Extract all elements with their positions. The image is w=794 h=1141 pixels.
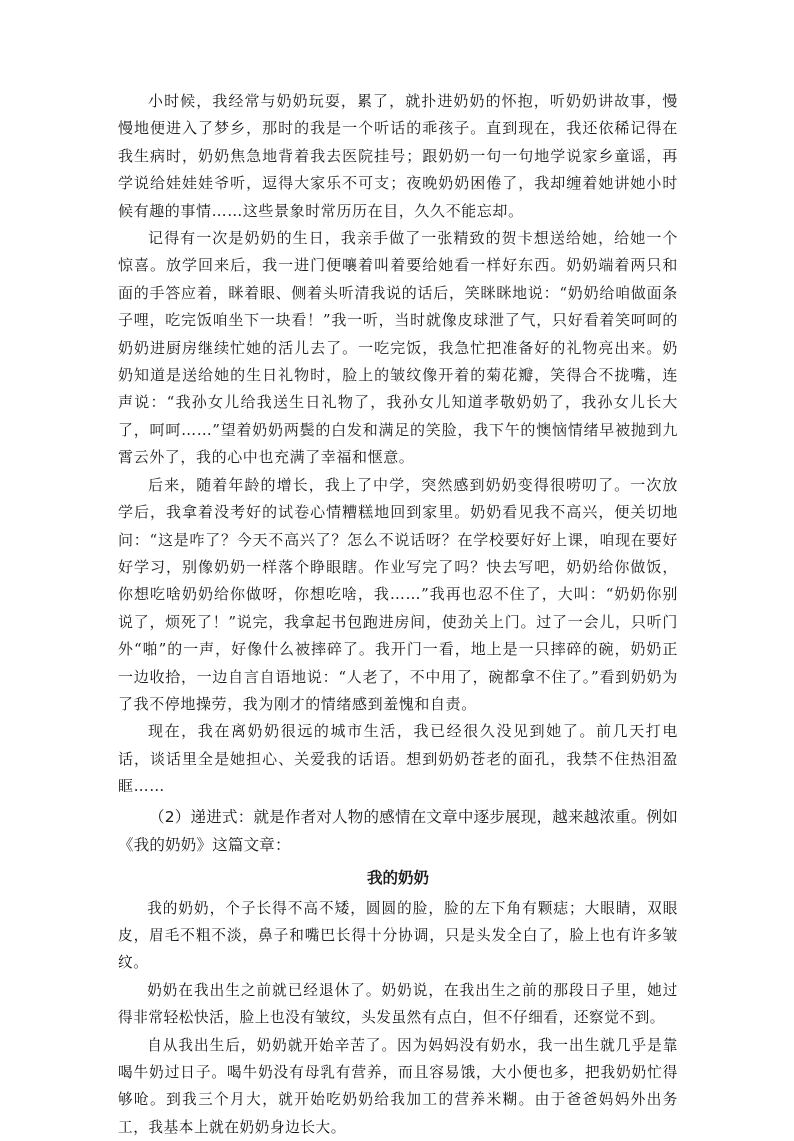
paragraph-childhood: 小时候，我经常与奶奶玩耍，累了，就扑进奶奶的怀抱，听奶奶讲故事，慢慢地便进入了梦乡，那时的我是一个听话的乖孩子。直到现在，我还依稀记得在我生病时，奶奶焦急地背着我去医院挂号；跟奶奶一句一句地学说家乡童谣，再学说给娃娃娃爷听，逗得大家乐不可支；夜晚奶奶困倦了，我却缠着她讲她小时候有趣的事情……这些景象时常历历在目，久久不能忘却。 xyxy=(118,92,678,220)
passage-two xyxy=(118,865,678,1141)
story-title: 我的奶奶 xyxy=(366,867,429,887)
paragraph-retirement: 奶奶在我出生之前就已经退休了。奶奶说，在我出生之前的那段日子里，她过得非常轻松快活，脸上也没有皱纹，头发虽然有点白，但不仔细看，还察觉不到。 xyxy=(118,981,678,1027)
section-note-progressive: （2）递进式：就是作者对人物的感情在文章中逐步展现，越来越浓重。例如《我的奶奶》这篇文章： xyxy=(118,807,678,854)
paragraph-middle-school: 后来，随着年龄的增长，我上了中学，突然感到奶奶变得很唠叨了。一次放学后，我拿着没考好的试卷心情糟糕地回到家里。奶奶看见我不高兴，便关切地问：“这是咋了？今天不高兴了？怎么不说话呀？在学校要好好上课，咱现在要好好学习，别像奶奶一样落个睁眼瞎。作业写完了吗？快去写吧，奶奶给你做饭，你想吃啥奶奶给你做呀，你想吃啥，我……”我再也忍不住了，大叫：“奶奶你别说了，烦死了！”说完，我拿起书包跑进房间，使劲关上门。过了一会儿，只听门外“啪”的一声，好像什么被摔碎了。我开门一看，地上是一只摔碎的碗，奶奶正一边收拾，一边自言自语地说：“人老了，不中用了，碗都拿不住了。”看到奶奶为了我不停地操劳，我为刚才的情绪感到羞愧和自责。 xyxy=(118,475,678,713)
document-page xyxy=(118,88,678,1141)
paragraph-birthday: 记得有一次是奶奶的生日，我亲手做了一张精致的贺卡想送给她，给她一个惊喜。放学回来后，我一进门便嚷着叫着要给她看一样好东西。奶奶端着两只和面的手答应着，眯着眼、侧着头听清我说的话后，笑眯眯地说：“奶奶给咱做面条子哩，吃完饭咱坐下一块看！”我一听，当时就像皮球泄了气，只好看着笑呵呵的奶奶进厨房继续忙她的活儿去了。一吃完饭，我急忙把准备好的礼物亮出来。奶奶知道是送给她的生日礼物时，脸上的皱纹像开着的菊花瓣，笑得合不拢嘴，连声说：“我孙女儿给我送生日礼物了，我孙女儿知道孝敬奶奶了，我孙女儿长大了，呵呵……”望着奶奶两鬓的白发和满足的笑脸，我下午的懊恼情绪早被抛到九霄云外了，我的心中也充满了幸福和惬意。 xyxy=(118,229,678,467)
paragraph-hardship: 自从我出生后，奶奶就开始辛苦了。因为妈妈没有奶水，我一出生就几乎是靠喝牛奶过日子。喝牛奶没有母乳有营养，而且容易饿，大小便也多，把我奶奶忙得够呛。到我三个月大，就开始吃奶奶给我加工的营养米糊。由于爸爸妈妈外出务工，我基本上就在奶奶身边长大。 xyxy=(118,1036,678,1136)
paragraph-appearance: 我的奶奶，个子长得不高不矮，圆圆的脸，脸的左下角有颗痣；大眼睛，双眼皮，眉毛不粗不淡，鼻子和嘴巴长得十分协调，只是头发全白了，脸上也有许多皱纹。 xyxy=(118,899,678,972)
paragraph-present: 现在，我在离奶奶很远的城市生活，我已经很久没见到她了。前几天打电话，谈话里全是她担心、关爱我的话语。想到奶奶苍老的面孔，我禁不住热泪盈眶…… xyxy=(118,722,678,796)
passage-one xyxy=(118,88,678,801)
